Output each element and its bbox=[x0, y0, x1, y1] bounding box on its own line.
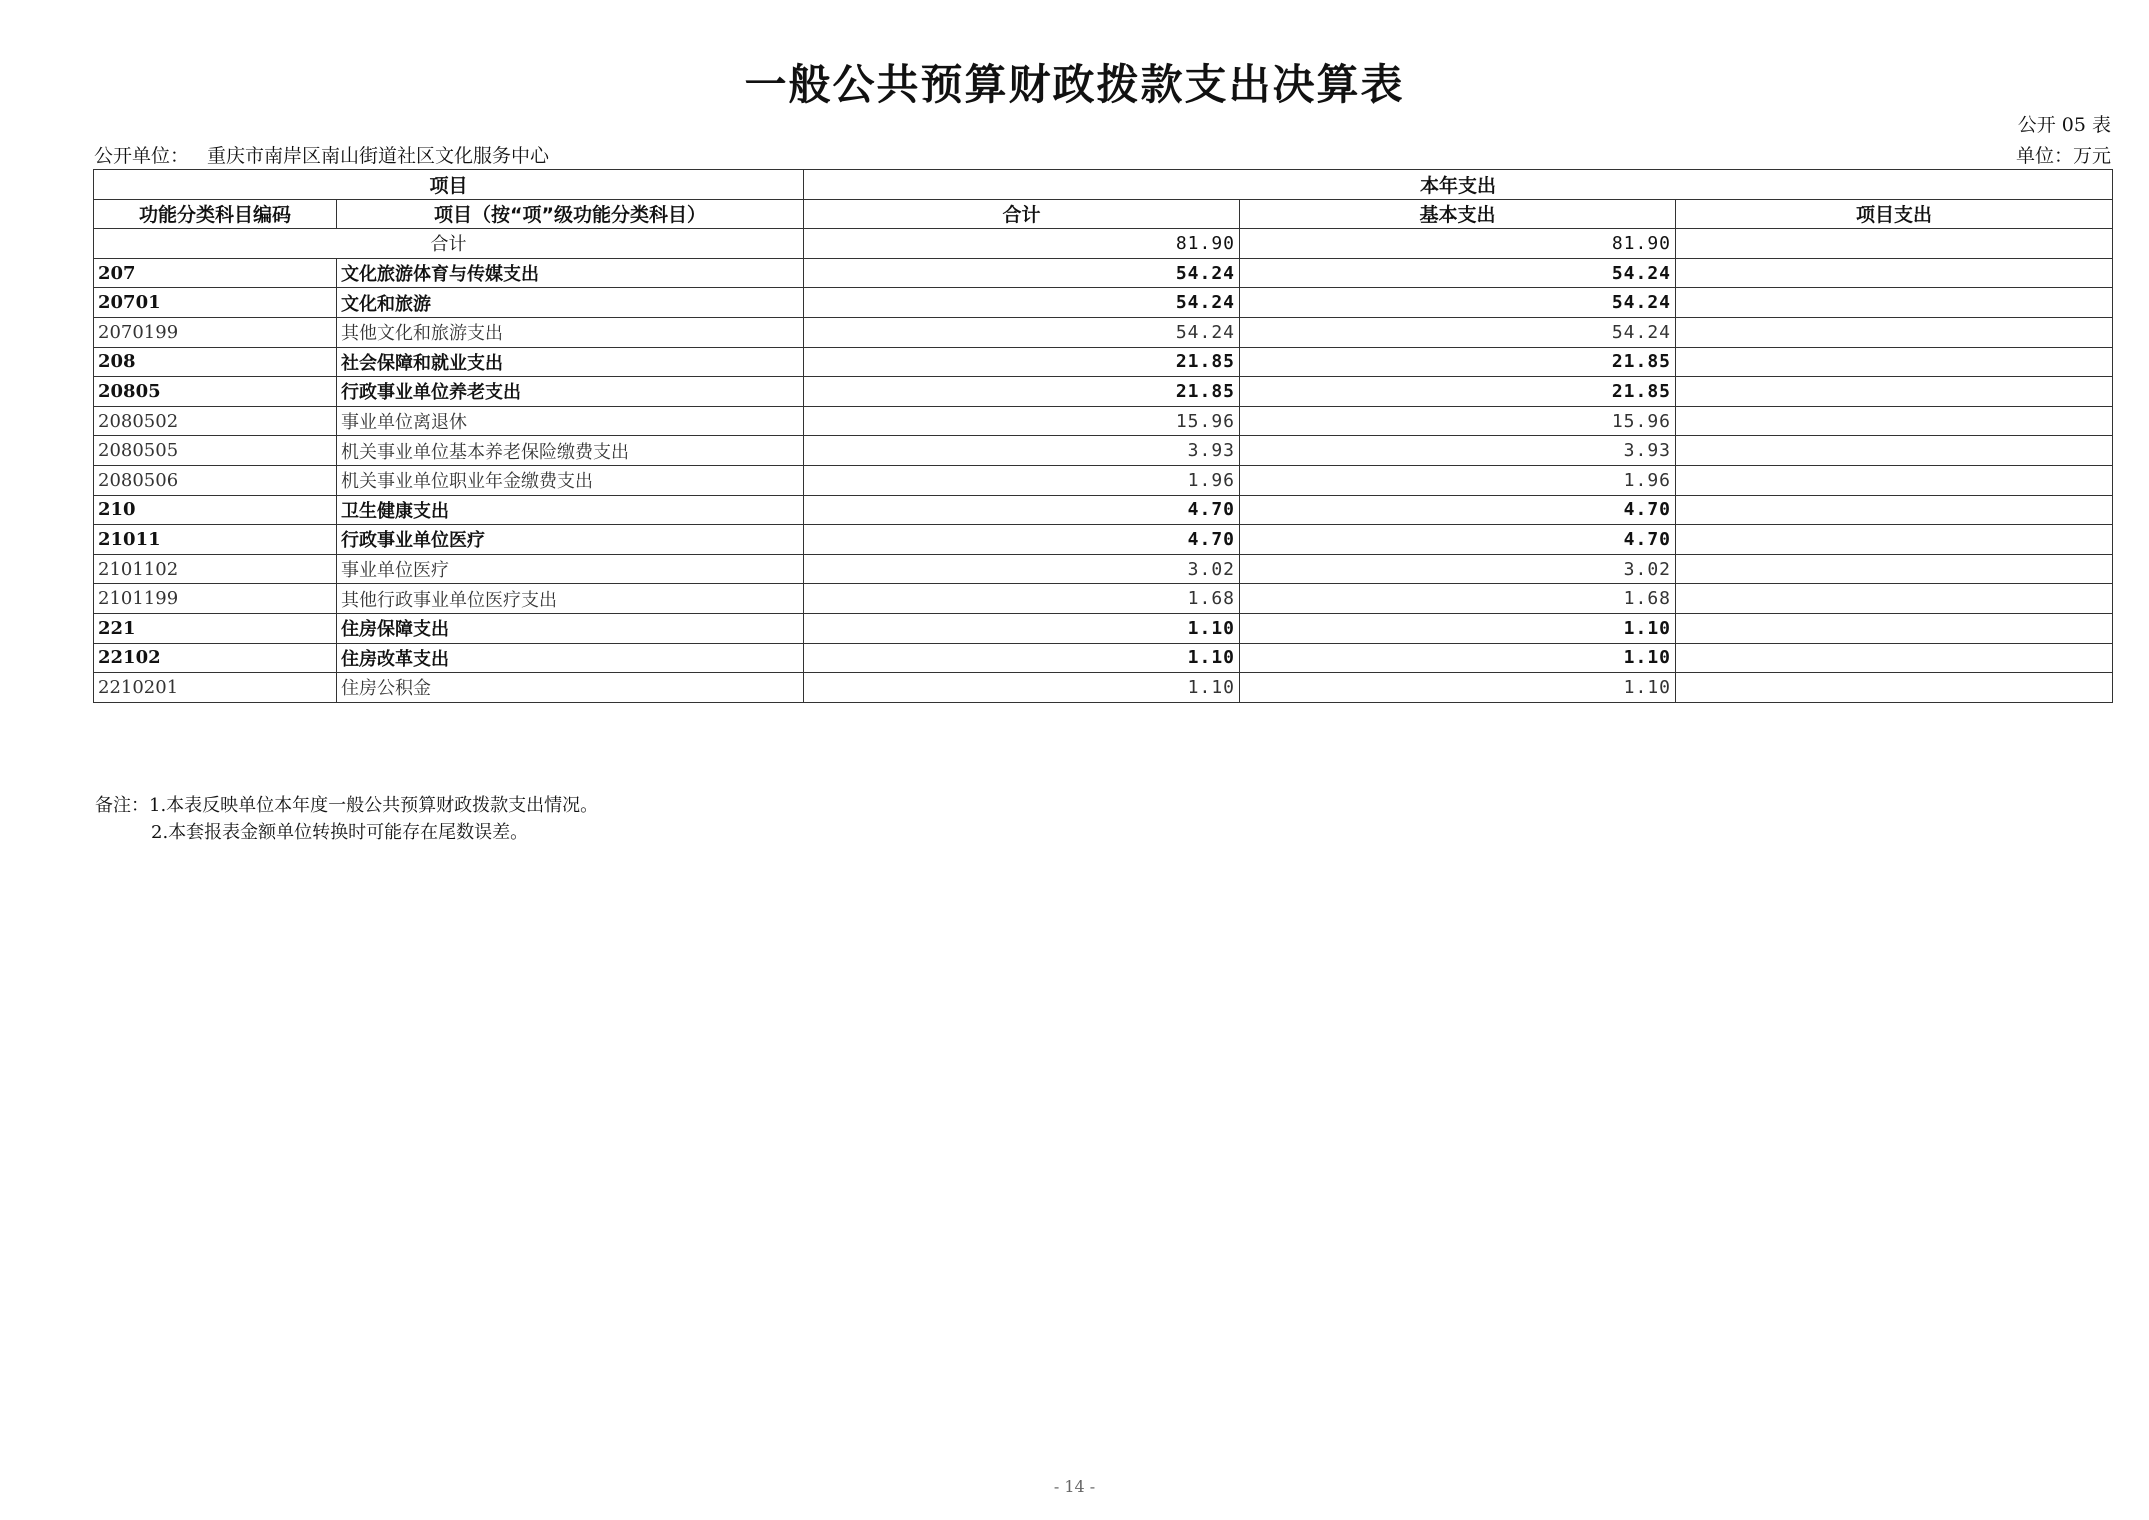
row-code: 2210201 bbox=[94, 673, 337, 703]
row-code: 208 bbox=[94, 347, 337, 377]
form-number: 公开 05 表 bbox=[2017, 114, 2111, 136]
row-code: 20805 bbox=[94, 377, 337, 407]
row-project bbox=[1676, 288, 2113, 318]
row-total: 54.24 bbox=[804, 258, 1240, 288]
row-basic: 4.70 bbox=[1240, 525, 1676, 555]
row-basic: 3.93 bbox=[1240, 436, 1676, 466]
table-row bbox=[94, 613, 2113, 643]
table-row bbox=[94, 465, 2113, 495]
row-code: 2101199 bbox=[94, 584, 337, 614]
table-row bbox=[94, 643, 2113, 673]
row-name: 事业单位离退休 bbox=[337, 406, 804, 436]
row-basic: 21.85 bbox=[1240, 377, 1676, 407]
row-total: 1.10 bbox=[804, 673, 1240, 703]
header-row-1 bbox=[94, 170, 2113, 200]
row-name: 其他行政事业单位医疗支出 bbox=[337, 584, 804, 614]
row-name: 住房改革支出 bbox=[337, 643, 804, 673]
row-name: 机关事业单位基本养老保险缴费支出 bbox=[337, 436, 804, 466]
row-code: 2101102 bbox=[94, 554, 337, 584]
row-project bbox=[1676, 673, 2113, 703]
row-total: 3.02 bbox=[804, 554, 1240, 584]
table-row bbox=[94, 525, 2113, 555]
header-current-year: 本年支出 bbox=[804, 170, 2113, 200]
row-code: 21011 bbox=[94, 525, 337, 555]
row-name: 卫生健康支出 bbox=[337, 495, 804, 525]
total-amount: 81.90 bbox=[804, 229, 1240, 259]
row-basic: 15.96 bbox=[1240, 406, 1676, 436]
row-name: 住房公积金 bbox=[337, 673, 804, 703]
header-row-2 bbox=[94, 199, 2113, 229]
row-total: 3.93 bbox=[804, 436, 1240, 466]
row-basic: 54.24 bbox=[1240, 258, 1676, 288]
row-basic: 3.02 bbox=[1240, 554, 1676, 584]
notes bbox=[95, 792, 598, 846]
row-total: 1.96 bbox=[804, 465, 1240, 495]
row-code: 2070199 bbox=[94, 317, 337, 347]
row-total: 4.70 bbox=[804, 495, 1240, 525]
table-row bbox=[94, 495, 2113, 525]
row-project bbox=[1676, 258, 2113, 288]
row-basic: 1.10 bbox=[1240, 673, 1676, 703]
row-code: 2080502 bbox=[94, 406, 337, 436]
header-code: 功能分类科目编码 bbox=[94, 199, 337, 229]
table-row bbox=[94, 406, 2113, 436]
header-name: 项目（按“项”级功能分类科目） bbox=[337, 199, 804, 229]
header-project: 项目支出 bbox=[1676, 199, 2113, 229]
row-total: 1.10 bbox=[804, 643, 1240, 673]
row-basic: 4.70 bbox=[1240, 495, 1676, 525]
row-project bbox=[1676, 643, 2113, 673]
total-row bbox=[94, 229, 2113, 259]
table-row bbox=[94, 288, 2113, 318]
row-total: 54.24 bbox=[804, 288, 1240, 318]
row-project bbox=[1676, 465, 2113, 495]
page-title: 一般公共预算财政拨款支出决算表 bbox=[744, 60, 1405, 109]
row-total: 1.68 bbox=[804, 584, 1240, 614]
row-code: 2080505 bbox=[94, 436, 337, 466]
reporting-unit bbox=[94, 141, 549, 168]
unit-name: 重庆市南岸区南山街道社区文化服务中心 bbox=[207, 145, 550, 167]
row-total: 4.70 bbox=[804, 525, 1240, 555]
row-name: 机关事业单位职业年金缴费支出 bbox=[337, 465, 804, 495]
table-row bbox=[94, 258, 2113, 288]
total-project bbox=[1676, 229, 2113, 259]
note-2: 2.本套报表金额单位转换时可能存在尾数误差。 bbox=[151, 822, 529, 843]
row-code: 210 bbox=[94, 495, 337, 525]
row-project bbox=[1676, 377, 2113, 407]
row-name: 行政事业单位医疗 bbox=[337, 525, 804, 555]
row-code: 221 bbox=[94, 613, 337, 643]
table-row bbox=[94, 554, 2113, 584]
row-basic: 1.10 bbox=[1240, 643, 1676, 673]
row-basic: 54.24 bbox=[1240, 317, 1676, 347]
table-row bbox=[94, 377, 2113, 407]
row-name: 文化和旅游 bbox=[337, 288, 804, 318]
header-total: 合计 bbox=[804, 199, 1240, 229]
header-basic: 基本支出 bbox=[1240, 199, 1676, 229]
row-basic: 1.10 bbox=[1240, 613, 1676, 643]
table-row bbox=[94, 317, 2113, 347]
row-total: 15.96 bbox=[804, 406, 1240, 436]
row-name: 事业单位医疗 bbox=[337, 554, 804, 584]
table-row bbox=[94, 584, 2113, 614]
row-project bbox=[1676, 495, 2113, 525]
row-basic: 21.85 bbox=[1240, 347, 1676, 377]
row-project bbox=[1676, 525, 2113, 555]
table-row bbox=[94, 347, 2113, 377]
row-code: 20701 bbox=[94, 288, 337, 318]
row-project bbox=[1676, 406, 2113, 436]
row-project bbox=[1676, 613, 2113, 643]
table-row bbox=[94, 673, 2113, 703]
row-code: 207 bbox=[94, 258, 337, 288]
row-basic: 54.24 bbox=[1240, 288, 1676, 318]
total-label: 合计 bbox=[94, 229, 804, 259]
row-project bbox=[1676, 436, 2113, 466]
table-row bbox=[94, 436, 2113, 466]
currency-unit: 单位：万元 bbox=[2015, 145, 2111, 167]
row-project bbox=[1676, 584, 2113, 614]
row-basic: 1.68 bbox=[1240, 584, 1676, 614]
unit-label: 公开单位： bbox=[94, 145, 190, 167]
row-total: 21.85 bbox=[804, 347, 1240, 377]
row-code: 22102 bbox=[94, 643, 337, 673]
row-project bbox=[1676, 347, 2113, 377]
row-name: 住房保障支出 bbox=[337, 613, 804, 643]
page-number: - 14 - bbox=[1053, 1477, 1096, 1496]
row-code: 2080506 bbox=[94, 465, 337, 495]
row-name: 文化旅游体育与传媒支出 bbox=[337, 258, 804, 288]
row-project bbox=[1676, 317, 2113, 347]
note-1: 备注：1.本表反映单位本年度一般公共预算财政拨款支出情况。 bbox=[95, 795, 599, 816]
row-total: 54.24 bbox=[804, 317, 1240, 347]
row-total: 1.10 bbox=[804, 613, 1240, 643]
row-total: 21.85 bbox=[804, 377, 1240, 407]
unit-info-line bbox=[94, 141, 2111, 167]
header-item: 项目 bbox=[94, 170, 804, 200]
total-basic: 81.90 bbox=[1240, 229, 1676, 259]
expenditure-table bbox=[93, 169, 2113, 703]
row-name: 行政事业单位养老支出 bbox=[337, 377, 804, 407]
row-name: 社会保障和就业支出 bbox=[337, 347, 804, 377]
row-name: 其他文化和旅游支出 bbox=[337, 317, 804, 347]
row-project bbox=[1676, 554, 2113, 584]
row-basic: 1.96 bbox=[1240, 465, 1676, 495]
